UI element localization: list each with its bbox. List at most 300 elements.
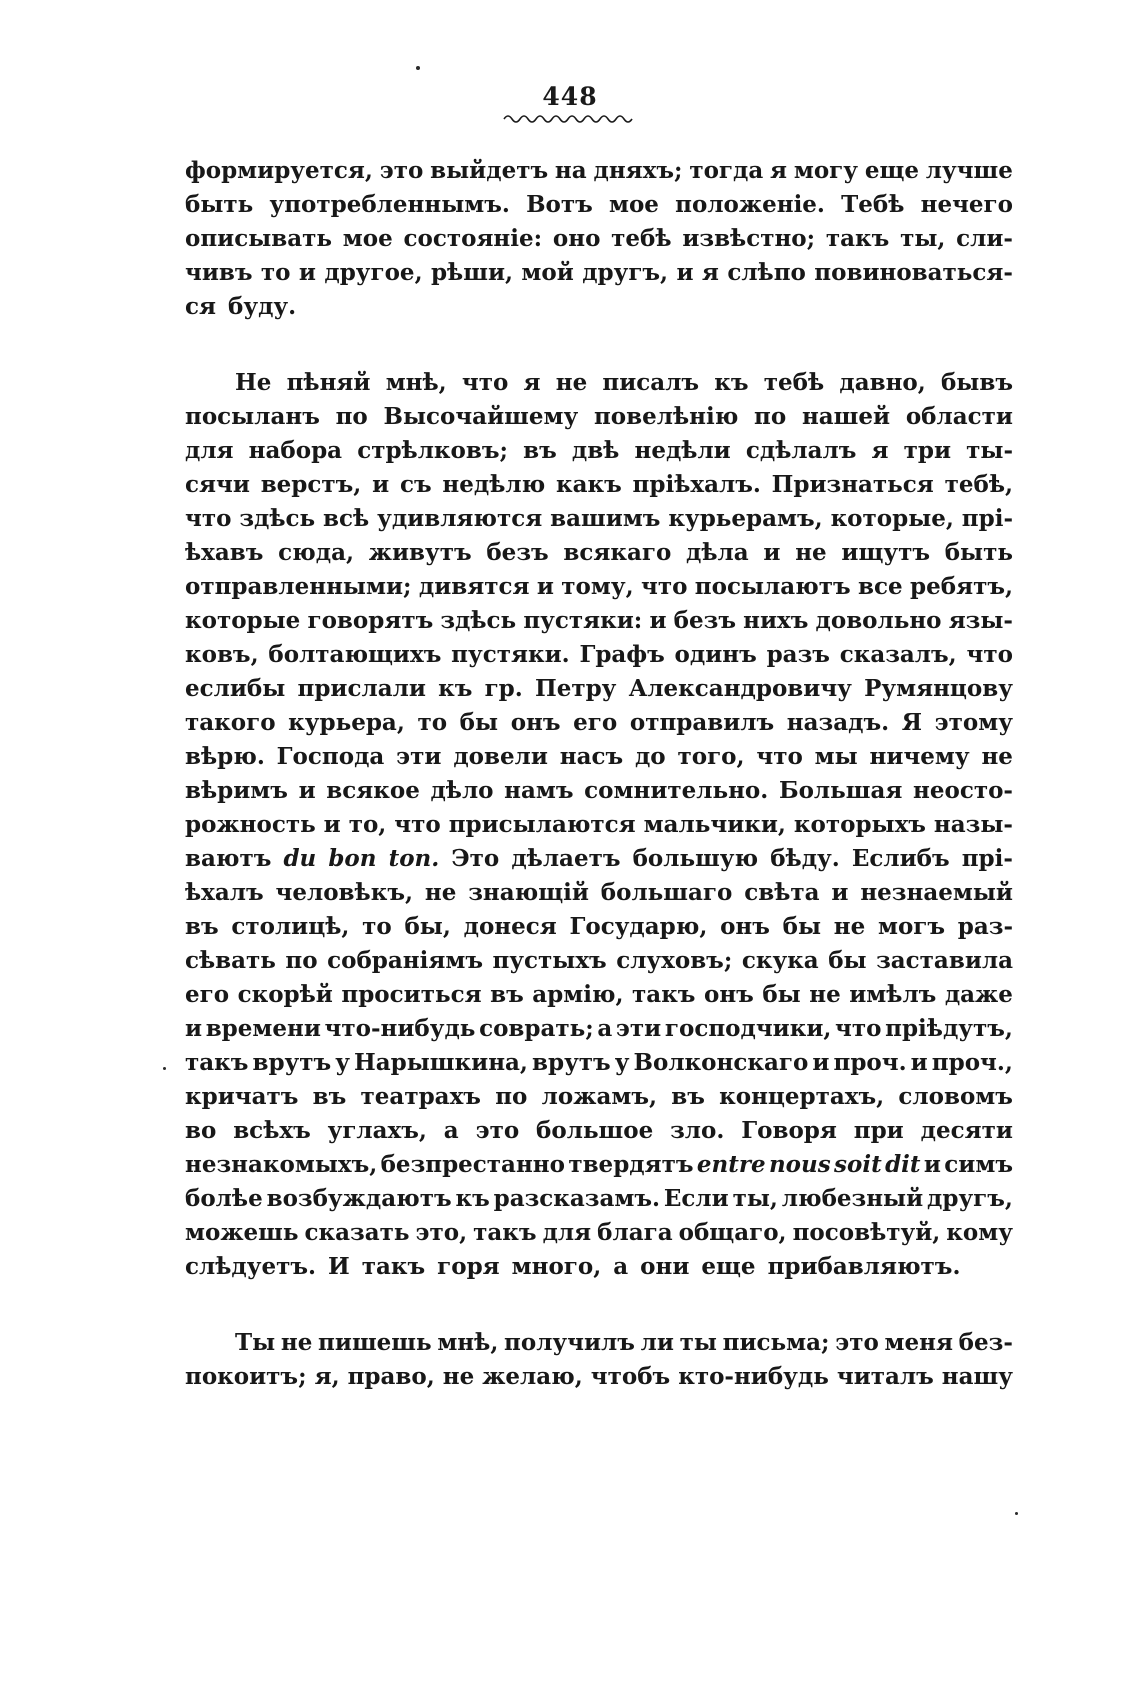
word: а [613,1253,629,1280]
word: неосто- [913,777,1013,804]
paragraph-gap [185,1284,1013,1326]
word: намъ [504,777,574,804]
word: горя [437,1253,500,1280]
word: проч. [833,1049,907,1076]
word: чтобъ [590,1363,671,1390]
word: письма; [722,1329,830,1356]
word: сюда, [278,539,354,566]
word: я [770,157,788,184]
word: и [923,1151,941,1178]
word: еще [701,1253,756,1280]
word: пустыхъ [492,947,607,974]
word: И [327,1253,350,1280]
word: такъ [361,1253,426,1280]
text-line [185,1148,1013,1182]
italic-word: ton. [388,845,440,872]
word: ищутъ [841,539,930,566]
text-line [185,502,1013,536]
word: быть [185,191,254,218]
word: этому [934,709,1013,736]
word: сячи [185,471,250,498]
italic-word: dit [885,1151,921,1178]
word: курьера, [288,709,405,736]
word: мальчики, [643,811,786,838]
text-line [185,1182,1013,1216]
text-line [185,222,1013,256]
ink-speck [416,66,420,70]
word: право, [347,1363,435,1390]
word: слѣдуетъ. [185,1253,316,1280]
word: твердятъ [568,1151,694,1178]
text-line [185,1216,1013,1250]
word: Александровичу [628,675,852,702]
word: пріѣдутъ, [885,1015,1013,1042]
text-line [185,910,1013,944]
word: углахъ, [327,1117,427,1144]
word: быть [944,539,1013,566]
word: нашу [941,1363,1013,1390]
word: я [523,369,541,396]
word: всѣ [323,505,370,532]
word: тебѣ [763,369,825,396]
word: что [185,505,232,532]
word: то, [348,811,387,838]
word: болтающихъ [268,641,442,668]
word: у [335,1049,350,1076]
word: въ [312,1083,347,1110]
word: довольно [815,607,942,634]
word: набора [248,437,343,464]
word: что-нибудь [324,1015,476,1042]
word: и [536,573,554,600]
word: блага [597,1219,673,1246]
word: Государю, [569,913,708,940]
word: это [379,157,424,184]
word: собраніямъ [327,947,483,974]
word: сѣвать [185,947,276,974]
word: соврать; [479,1015,594,1042]
word: онъ [720,913,770,940]
word: эти [615,1015,662,1042]
word: тебѣ, [944,471,1013,498]
word: Румянцову [864,675,1013,702]
word: посовѣтуй, [792,1219,941,1246]
word: положеніе. [675,191,825,218]
word: другъ, [582,259,669,286]
word: къ [455,1185,490,1212]
text-line [185,290,1013,324]
word: дняхъ; [593,157,683,184]
word: и [323,811,341,838]
word: при [853,1117,904,1144]
text-line [185,978,1013,1012]
word: могъ [877,913,946,940]
word: даже [944,981,1013,1008]
word: дѣла [686,539,749,566]
word: мы [814,743,858,770]
word: такъ [825,225,890,252]
word: времени [205,1015,321,1042]
word: въ [185,913,219,940]
word: раз- [957,913,1013,940]
word: донеся [463,913,557,940]
word: которые [185,607,301,634]
word: чивъ [185,259,253,286]
word: посыланъ [185,403,320,430]
word: врутъ [252,1049,332,1076]
word: я [701,259,719,286]
word: и [910,1049,928,1076]
word: пустяки: [523,607,643,634]
word: слуховъ; [616,947,733,974]
word: желаю, [482,1363,583,1390]
word: заставила [876,947,1013,974]
word: безъ [486,539,549,566]
word: такого [185,709,276,736]
word: Говоря [741,1117,837,1144]
word: сказалъ, [839,641,957,668]
word: здѣсь [440,607,517,634]
word: для [185,437,234,464]
word: мое [608,191,659,218]
text-line [185,604,1013,638]
word: Ты [235,1329,276,1356]
page-header [0,82,1140,125]
word: не [442,1363,475,1390]
word: эти [396,743,442,770]
text-line [185,740,1013,774]
word: ты- [966,437,1013,464]
word: по [285,947,318,974]
word: что [966,641,1013,668]
word: ребятъ, [910,573,1013,600]
word: нашей [801,403,891,430]
word: а [597,1015,613,1042]
word: пустяки. [451,641,570,668]
word: читалъ [836,1363,934,1390]
word: Волконскаго [633,1049,809,1076]
text-line [185,256,1013,290]
word: всякаго [563,539,672,566]
word: такъ [632,981,696,1008]
text-line [185,1046,1013,1080]
word: без- [958,1329,1013,1356]
word: это, [415,1219,468,1246]
text-line [185,1326,1013,1360]
word: во [185,1117,217,1144]
word: человѣкъ, [275,879,413,906]
word: армію, [532,981,624,1008]
word: словомъ [898,1083,1013,1110]
word: скорѣй [237,981,333,1008]
text-line [185,1080,1013,1114]
word: двѣ [571,437,620,464]
paragraph-gap [185,324,1013,366]
word: проситься [341,981,482,1008]
word: недѣли [634,437,731,464]
word: врутъ [532,1049,611,1076]
word: не [555,369,588,396]
word: это [475,1117,520,1144]
word: недѣлю [442,471,546,498]
word: болѣе [185,1185,263,1212]
word: знающій [468,879,589,906]
word: симъ [944,1151,1013,1178]
word: Это [451,845,500,872]
word: дѣлаетъ [511,845,621,872]
word: ложамъ, [541,1083,657,1110]
text-line [185,1012,1013,1046]
word: пишешь [318,1329,432,1356]
word: много, [511,1253,602,1280]
word: верстъ, [260,471,362,498]
word: повиноваться- [814,259,1013,286]
word: какъ [555,471,622,498]
text-line [185,154,1013,188]
word: незнаемый [860,879,1013,906]
word: прибавляютъ. [767,1253,961,1280]
word: кому [946,1219,1013,1246]
word: можешь [185,1219,299,1246]
word: и [649,607,667,634]
word: говорятъ [307,607,434,634]
text-line [185,876,1013,910]
word: нихъ [743,607,809,634]
word: повелѣнію [593,403,739,430]
word: слѣпо [727,259,806,286]
word: бы [762,981,801,1008]
word: здѣсь [239,505,316,532]
word: тебѣ [611,225,672,252]
word: въ [671,1083,705,1110]
ink-speck [163,1067,166,1070]
word: еще [864,157,919,184]
text-line [185,1360,1013,1394]
text-line [185,1114,1013,1148]
word: все [858,573,903,600]
word: Петру [534,675,617,702]
word: лучше [925,157,1013,184]
word: кто-нибудь [678,1363,829,1390]
paragraph [185,366,1013,1284]
letter-body [185,154,1013,1394]
word: проч., [931,1049,1013,1076]
word: отправилъ [629,709,775,736]
word: до [634,743,666,770]
italic-word: soit [834,1151,882,1178]
italic-word: bon [328,845,377,872]
word: отправленными; [185,573,412,600]
word: и [298,259,316,286]
word: бы [459,709,499,736]
word: его [185,981,230,1008]
word: ѣхавъ [185,539,264,566]
word: Если [663,1185,729,1212]
paragraph [185,1326,1013,1394]
word: сомнительно. [584,777,769,804]
word: и [298,777,316,804]
page-number: 448 [542,82,598,111]
word: живутъ [368,539,472,566]
word: курьерамъ, [668,505,823,532]
word: то [362,913,392,940]
text-line [185,638,1013,672]
word: безъ [673,607,736,634]
word: выйдетъ [430,157,549,184]
word: Не [235,369,272,396]
word: десяти [920,1117,1013,1144]
word: къ [438,675,473,702]
word: что [461,369,509,396]
word: я, [314,1363,340,1390]
word: разсказамъ. [493,1185,660,1212]
word: вѣримъ [185,777,288,804]
word: тогда [689,157,764,184]
word: ты, [732,1185,778,1212]
text-line [185,944,1013,978]
word: получилъ [504,1329,635,1356]
word: театрахъ [360,1083,481,1110]
word: бы [782,913,822,940]
word: бѣду. [770,845,840,872]
word: кричатъ [185,1083,299,1110]
word: не [981,743,1013,770]
text-line [185,468,1013,502]
word: мнѣ, [385,369,447,396]
word: и [831,879,849,906]
word: большое [536,1117,654,1144]
word: общаго, [678,1219,787,1246]
word: рожность [185,811,316,838]
word: присылаются [448,811,636,838]
word: любезный [781,1185,924,1212]
word: описывать [185,225,333,252]
word: употребленнымъ. [269,191,510,218]
word: онъ [510,709,561,736]
word: мой [521,259,574,286]
word: Я [901,709,923,736]
word: формируется, [185,157,373,184]
word: бы, [404,913,451,940]
word: тому, [561,573,634,600]
word: у [614,1049,630,1076]
word: къ [714,369,749,396]
word: давно, [839,369,926,396]
word: Большая [778,777,903,804]
word: столицѣ, [231,913,350,940]
word: по [335,403,368,430]
word: посылаютъ [694,573,851,600]
word: меня [884,1329,953,1356]
word: то [260,259,291,286]
word: бывъ [940,369,1013,396]
text-line [185,706,1013,740]
text-line [185,808,1013,842]
word: всякое [326,777,420,804]
word: назы- [933,811,1013,838]
text-line [185,434,1013,468]
word: дѣло [430,777,494,804]
word: сдѣлалъ [745,437,857,464]
text-line [185,366,1013,400]
word: для [542,1219,592,1246]
word: и [763,539,781,566]
word: язы- [948,607,1013,634]
word: они [640,1253,690,1280]
word: Вотъ [526,191,593,218]
word: которыхъ [793,811,926,838]
word: оно [552,225,601,252]
word: довели [453,743,548,770]
word: назадъ. [786,709,890,736]
word: прі- [961,505,1013,532]
word: стрѣлковъ; [357,437,508,464]
italic-word: entre [696,1151,766,1178]
word: и [676,259,694,286]
word: на [554,157,587,184]
word: ся [185,293,216,320]
word: прислали [297,675,426,702]
word: а [443,1117,459,1144]
word: и [812,1049,830,1076]
word: другое, [324,259,423,286]
text-line [185,672,1013,706]
word: большую [632,845,759,872]
word: ничему [869,743,970,770]
word: вашимъ [550,505,661,532]
word: скука [741,947,819,974]
word: бы [828,947,867,974]
word: состояніе: [403,225,543,252]
word: еслибы [185,675,286,702]
paragraph [185,154,1013,324]
word: по [754,403,787,430]
text-line [185,536,1013,570]
text-line [185,570,1013,604]
word: то [417,709,448,736]
word: ты, [900,225,946,252]
word: по [495,1083,528,1110]
word: это [835,1329,879,1356]
word: Признаться [771,471,934,498]
word: Тебѣ [841,191,905,218]
word: имѣлъ [849,981,937,1008]
word: и [372,471,390,498]
word: свѣта [744,879,820,906]
word: безпрестанно [380,1151,565,1178]
word: въ [523,437,557,464]
word: что [394,811,441,838]
italic-word: du [283,845,317,872]
word: сли- [956,225,1013,252]
word: дивятся [418,573,530,600]
text-line [185,188,1013,222]
word: мое [342,225,393,252]
word: писалъ [602,369,700,396]
word: рѣши, [430,259,514,286]
word: Графъ [579,641,665,668]
word: большаго [600,879,733,906]
word: вѣрю. [185,743,265,770]
word: одинъ [674,641,757,668]
word: ты [679,1329,717,1356]
word: не [424,879,457,906]
word: не [833,913,866,940]
word: зло. [670,1117,725,1144]
word: насъ [559,743,624,770]
word: возбуждаютъ [266,1185,452,1212]
text-line [185,842,1013,876]
